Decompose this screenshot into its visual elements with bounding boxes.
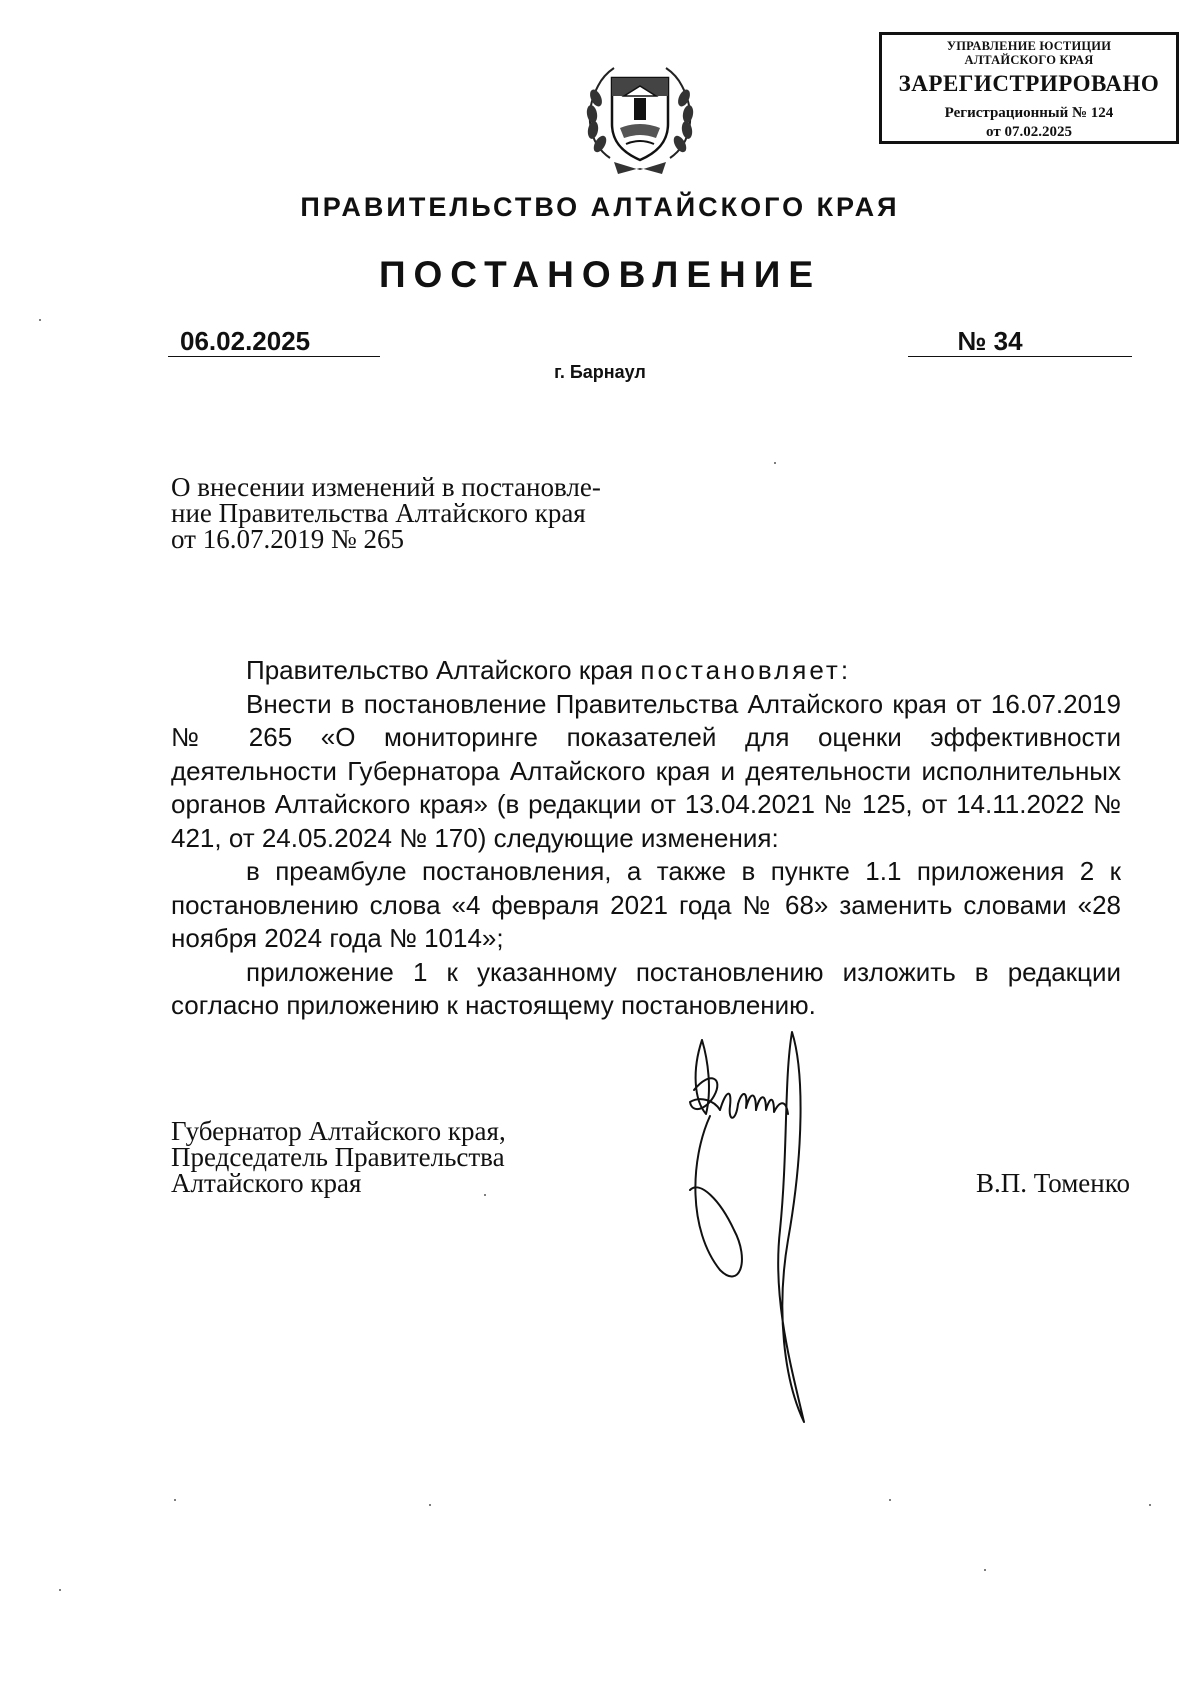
- handwritten-signature: [680, 1030, 860, 1430]
- subject-line: от 16.07.2019 № 265: [171, 524, 404, 554]
- document-type: ПОСТАНОВЛЕНИЕ: [378, 254, 822, 295]
- stamp-date: от 07.02.2025: [986, 124, 1072, 140]
- subject-line: О внесении изменений в постановле-: [171, 472, 601, 502]
- resolution-action: постановляет:: [640, 655, 852, 685]
- stamp-organization: [882, 39, 1176, 67]
- document-subject: [171, 474, 639, 552]
- number-underline: [908, 356, 1132, 357]
- stamp-status: ЗАРЕГИСТРИРОВАНО: [898, 71, 1160, 96]
- signer-title: [171, 1118, 591, 1196]
- document-city: г. Барнаул: [554, 362, 646, 382]
- resolution-intro-subject: Правительство Алтайского края: [246, 655, 641, 685]
- coat-of-arms-icon: [580, 58, 700, 180]
- resolution-intro: [171, 654, 1121, 688]
- signer-title-line: Председатель Правительства: [171, 1142, 505, 1172]
- signer-title-line: Губернатор Алтайского края,: [171, 1116, 506, 1146]
- date-underline: [168, 356, 380, 357]
- document-number: № 34: [957, 326, 1023, 356]
- document-body: [171, 654, 1121, 1023]
- body-paragraph: приложение 1 к указанному постановлению изложить в редакции согласно приложению к настоящему постановлению.: [171, 956, 1121, 1020]
- subject-line: ние Правительства Алтайского края: [171, 498, 586, 528]
- signer-name: В.П. Томенко: [976, 1168, 1130, 1198]
- stamp-org-line2: АЛТАЙСКОГО КРАЯ: [964, 53, 1094, 67]
- stamp-registration-number: Регистрационный № 124: [944, 105, 1114, 121]
- body-paragraph: в преамбуле постановления, а также в пункте 1.1 приложения 2 к постановлению слова «4 февраля 2021 года № 68» заменить словами «28 ноября 2024 года № 1014»;: [171, 856, 1121, 953]
- stamp-org-line1: УПРАВЛЕНИЕ ЮСТИЦИИ: [946, 39, 1112, 53]
- document-date: 06.02.2025: [180, 326, 311, 356]
- registration-stamp: [879, 32, 1179, 144]
- body-paragraph: Внести в постановление Правительства Алтайского края от 16.07.2019 № 265 «О мониторинге показателей для оценки эффективности деятельности Губернатора Алтайского края и деятельности исполнительных органов Алтайского края» (в редакции от 13.04.2021 № 125, от 14.11.2022 № 421, от 24.05.2024 № 170) следующие изменения:: [171, 688, 1121, 853]
- signer-title-line: Алтайского края: [171, 1168, 362, 1198]
- government-name: ПРАВИТЕЛЬСТВО АЛТАЙСКОГО КРАЯ: [300, 192, 900, 222]
